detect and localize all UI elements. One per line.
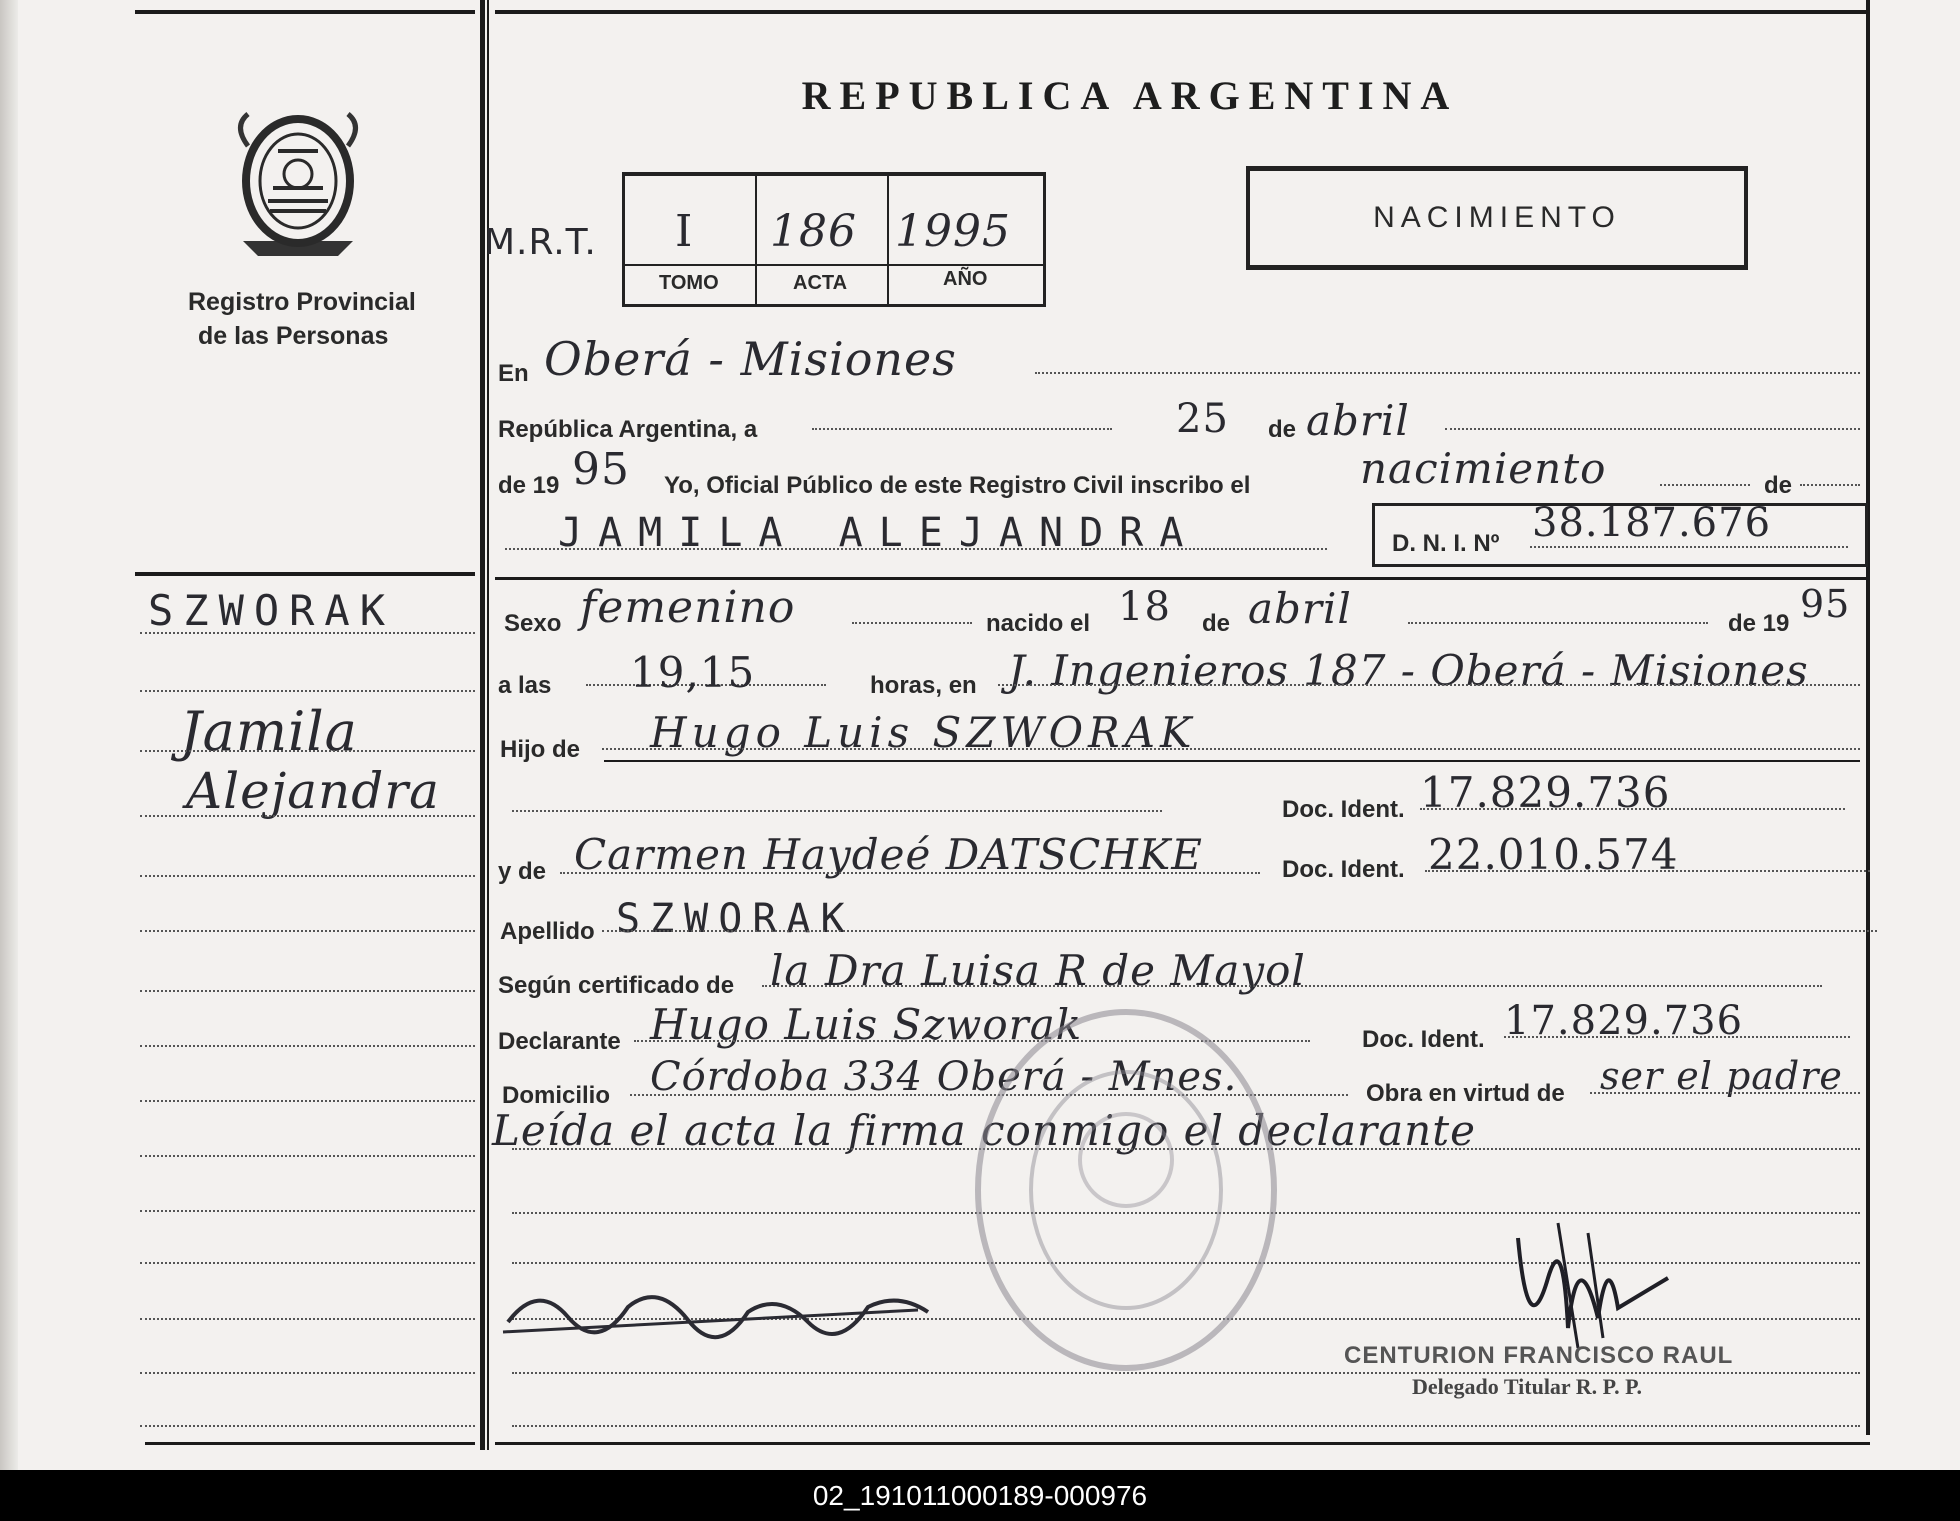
lugar-value: J. Ingenieros 187 - Oberá - Misiones [1008,646,1809,695]
top-rule-left [135,10,475,14]
yde-label: y de [498,858,547,885]
left-dotline [140,815,475,817]
left-dotline [140,690,475,692]
divider-left-inner [487,0,489,1450]
record-type: NACIMIENTO [1373,201,1621,234]
nacido-label: nacido el [986,610,1091,637]
left-dotline [140,1318,475,1320]
de-label-2: de [1764,472,1793,499]
registry-box [622,172,1046,307]
year-value: 95 [572,444,630,495]
de19-label: de 19 [498,472,560,499]
top-rule-right [495,10,1870,14]
record-type-box [1246,166,1748,270]
province-seal-icon [228,106,368,261]
left-given-name-2: Alejandra [186,762,440,820]
apellido-value: SZWORAK [616,896,855,942]
sexo-label: Sexo [504,610,562,637]
image-id-footer: 02_191011000189-000976 [0,1470,1960,1521]
left-dotline [140,1425,475,1427]
anio-label: AÑO [943,268,988,290]
obra-label: Obra en virtud de [1366,1080,1565,1107]
acta-value: 186 [770,206,857,257]
left-dotline [140,1372,475,1374]
padre-doc-label: Doc. Ident. [1282,796,1405,823]
padre-value: Hugo Luis SZWORAK [650,708,1197,757]
nacido-year: 95 [1800,582,1851,626]
left-given-name-1: Jamila [180,700,358,763]
left-dotline [140,1210,475,1212]
office-name-line2: de las Personas [198,322,389,350]
name-value: JAMILA ALEJANDRA [558,510,1200,556]
sexo-line [852,622,972,624]
left-dotline [140,930,475,932]
divider-left [480,0,485,1450]
month-line [1445,428,1860,430]
left-dotline [140,1045,475,1047]
leida-value: Leída el acta la firma conmigo el declarante [492,1106,1476,1155]
a-las-label: a las [498,672,552,699]
blank-line [512,1425,1860,1427]
certificado-value: la Dra Luisa R de Mayol [770,946,1306,995]
declarante-value: Hugo Luis Szworak [650,1000,1083,1049]
day-line [812,428,1112,430]
left-dotline [140,875,475,877]
segun-label: Según certificado de [498,972,735,999]
right-border [1866,0,1870,1435]
nacido-line [1408,622,1708,624]
lugar-line [998,684,1860,686]
left-dotline [140,1100,475,1102]
declarante-doc-label: Doc. Ident. [1362,1026,1485,1053]
padre-doc-line [1420,808,1845,810]
left-surname: SZWORAK [148,586,396,635]
left-dotline [140,1155,475,1157]
padre-line [602,748,1860,750]
left-dotline [140,1262,475,1264]
apellido-label: Apellido [500,918,595,945]
madre-doc-line [1425,870,1870,872]
declarante-doc: 17.829.736 [1504,998,1744,1044]
certificado-line [762,985,1822,987]
dni-line [1530,546,1848,548]
domicilio-value: Córdoba 334 Oberá - Mnes. [650,1054,1238,1100]
obra-line [1590,1092,1860,1094]
hora-value: 19,15 [630,648,756,697]
anio-value: 1995 [895,206,1011,257]
page-binding-edge [0,0,18,1470]
madre-line [560,872,1260,874]
mrt-prefix: M.R.T. [484,222,597,263]
yo-label: Yo, Oficial Público de este Registro Civil inscribo el [664,472,1251,499]
madre-doc: 22.010.574 [1428,830,1679,879]
de-label: de [1268,416,1297,443]
hijo-label: Hijo de [500,736,581,763]
madre-value: Carmen Haydeé DATSCHKE [574,830,1203,879]
declarante-label: Declarante [498,1028,621,1055]
left-dotline [140,750,475,752]
section-rule-left [135,572,475,576]
apellido-line [602,930,1877,932]
declarant-signature [498,1262,938,1352]
en-value: Oberá - Misiones [544,332,957,386]
horas-label: horas, en [870,672,977,699]
sexo-value: femenino [580,582,796,633]
nacido-de-label: de [1202,610,1231,637]
padre-doc: 17.829.736 [1420,768,1671,817]
section-rule-right [495,577,1870,580]
republica-label: República Argentina, a [498,416,758,443]
official-stamp [966,1000,1286,1380]
acta-label: ACTA [793,272,848,294]
official-name: CENTURION FRANCISCO RAUL [1344,1342,1734,1369]
en-label: En [498,360,529,387]
nacido-month: abril [1248,584,1352,633]
obra-value: ser el padre [1600,1054,1843,1098]
padre-doc-pre-line [512,810,1162,812]
bottom-rule-right [495,1442,1870,1445]
de-line-2 [1800,484,1860,486]
nacido-year-label: de 19 [1728,610,1790,637]
left-dotline [140,632,475,634]
day-value: 25 [1176,396,1229,442]
dni-value: 38.187.676 [1532,500,1772,546]
inscribo-value: nacimiento [1360,444,1607,493]
tomo-label: TOMO [659,272,719,294]
nacido-day: 18 [1118,584,1171,630]
tomo-value: I [675,206,694,257]
country-title: REPUBLICA ARGENTINA [801,73,1459,118]
padre-underline [604,760,1860,762]
office-name-line1: Registro Provincial [188,288,416,316]
bottom-rule-left [145,1442,475,1445]
month-value: abril [1306,396,1410,445]
domicilio-label: Domicilio [502,1082,611,1109]
inscribo-line [1660,484,1750,486]
official-role: Delegado Titular R. P. P. [1412,1374,1643,1399]
en-line [1035,372,1860,374]
name-line [505,548,1327,550]
madre-doc-label: Doc. Ident. [1282,856,1405,883]
dni-label: D. N. I. Nº [1392,530,1500,557]
left-dotline [140,990,475,992]
declarante-doc-line [1504,1036,1850,1038]
official-signature [1508,1218,1678,1358]
